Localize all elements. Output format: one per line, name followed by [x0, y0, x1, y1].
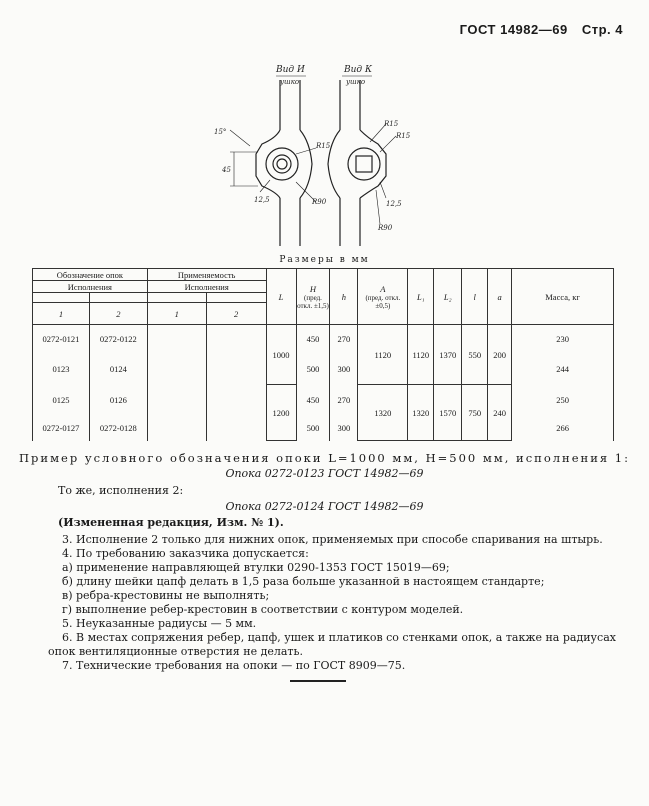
note-4d: г) выполнение ребер-крестовин в соответствии с контуром моделей. [62, 603, 464, 616]
header-designation: Обозначение опок [33, 269, 148, 281]
note-4a: а) применение направляющей втулки 0290-1353 ГОСТ 15019—69; [62, 561, 450, 574]
example-title: Пример условного обозначения опоки L=1000 мм, H=500 мм, исполнения 1: [19, 451, 630, 465]
note-5: 5. Неуказанные радиусы — 5 мм. [62, 617, 257, 630]
radius-r90-left: R90 [312, 198, 327, 206]
note-7: 7. Технические требования на опоки — по ГОСТ 8909—75. [62, 659, 406, 672]
radius-12-right: 12,5 [386, 200, 402, 208]
specification-table [32, 268, 614, 441]
note-3: 3. Исполнение 2 только для нижних опок, применяемых при способе спаривания на штырь. [62, 533, 603, 546]
header-L2: L₂ [434, 269, 462, 325]
view-right-label: Вид К [344, 65, 372, 75]
angle-label: 15° [214, 128, 227, 136]
col-num-2: 2 [89, 303, 147, 325]
dimension-label: 45 [222, 166, 231, 174]
view-right-sub: ушко [346, 78, 366, 86]
note-4b: б) длину шейки цапф делать в 1,5 раза больше указанной в настоящем стандарте; [62, 575, 545, 588]
dimensions-caption: Размеры в мм [279, 255, 370, 265]
col-num-4: 2 [206, 303, 266, 325]
standard-number: ГОСТ 14982—69 [459, 22, 568, 37]
header-L: L [266, 269, 296, 325]
note-6-cont: опок вентиляционные отверстия не делать. [48, 645, 303, 658]
note-4c: в) ребра-крестовины не выполнять; [62, 589, 270, 602]
table-row: 0123 0124 500 300 244 [33, 353, 614, 385]
table-row: 0125 0126 1200 450 270 1320 1320 1570 750 240 250 [33, 385, 614, 415]
ear-views-drawing [200, 58, 440, 254]
example-designation-1: Опока 0272-0123 ГОСТ 14982—69 [225, 467, 424, 480]
view-left-sub: ушко [280, 78, 300, 86]
note-4: 4. По требованию заказчика допускается: [62, 547, 309, 560]
header-A: A (пред. откл. ±0,5) [358, 269, 408, 325]
radius-right-1: R15 [384, 120, 399, 128]
table-row: 0272-0127 0272-0128 500 300 266 [33, 415, 614, 441]
same-variant-2: То же, исполнения 2: [58, 484, 184, 497]
header-H: H (пред. откл. ±1,5) [296, 269, 330, 325]
page-number: Стр. 4 [581, 22, 623, 37]
page-header [450, 22, 623, 37]
table-row: 0272-0121 0272-0122 1000 450 270 1120 1120 1370 550 200 230 [33, 325, 614, 353]
radius-left: R15 [316, 142, 331, 150]
note-6: 6. В местах сопряжения ребер, цапф, ушек и платиков со стенками опок, а также на радиусах [62, 631, 616, 644]
header-variants: Исполнения [33, 281, 148, 293]
radius-12-left: 12,5 [254, 196, 270, 204]
end-divider [290, 680, 346, 682]
col-num-1: 1 [33, 303, 90, 325]
radius-r90-right: R90 [378, 224, 393, 232]
example-designation-2: Опока 0272-0124 ГОСТ 14982—69 [225, 500, 424, 513]
header-variants-2: Исполнения [147, 281, 266, 293]
header-a: a [488, 269, 512, 325]
header-mass: Масса, кг [512, 269, 614, 325]
header-h: h [330, 269, 358, 325]
header-L1: L₁ [408, 269, 434, 325]
view-left-label: Вид И [276, 65, 305, 75]
col-num-3: 1 [147, 303, 206, 325]
radius-right-2: R15 [396, 132, 411, 140]
changed-edition: (Измененная редакция, Изм. № 1). [58, 516, 284, 529]
header-applicability: Применяемость [147, 269, 266, 281]
header-l: l [462, 269, 488, 325]
